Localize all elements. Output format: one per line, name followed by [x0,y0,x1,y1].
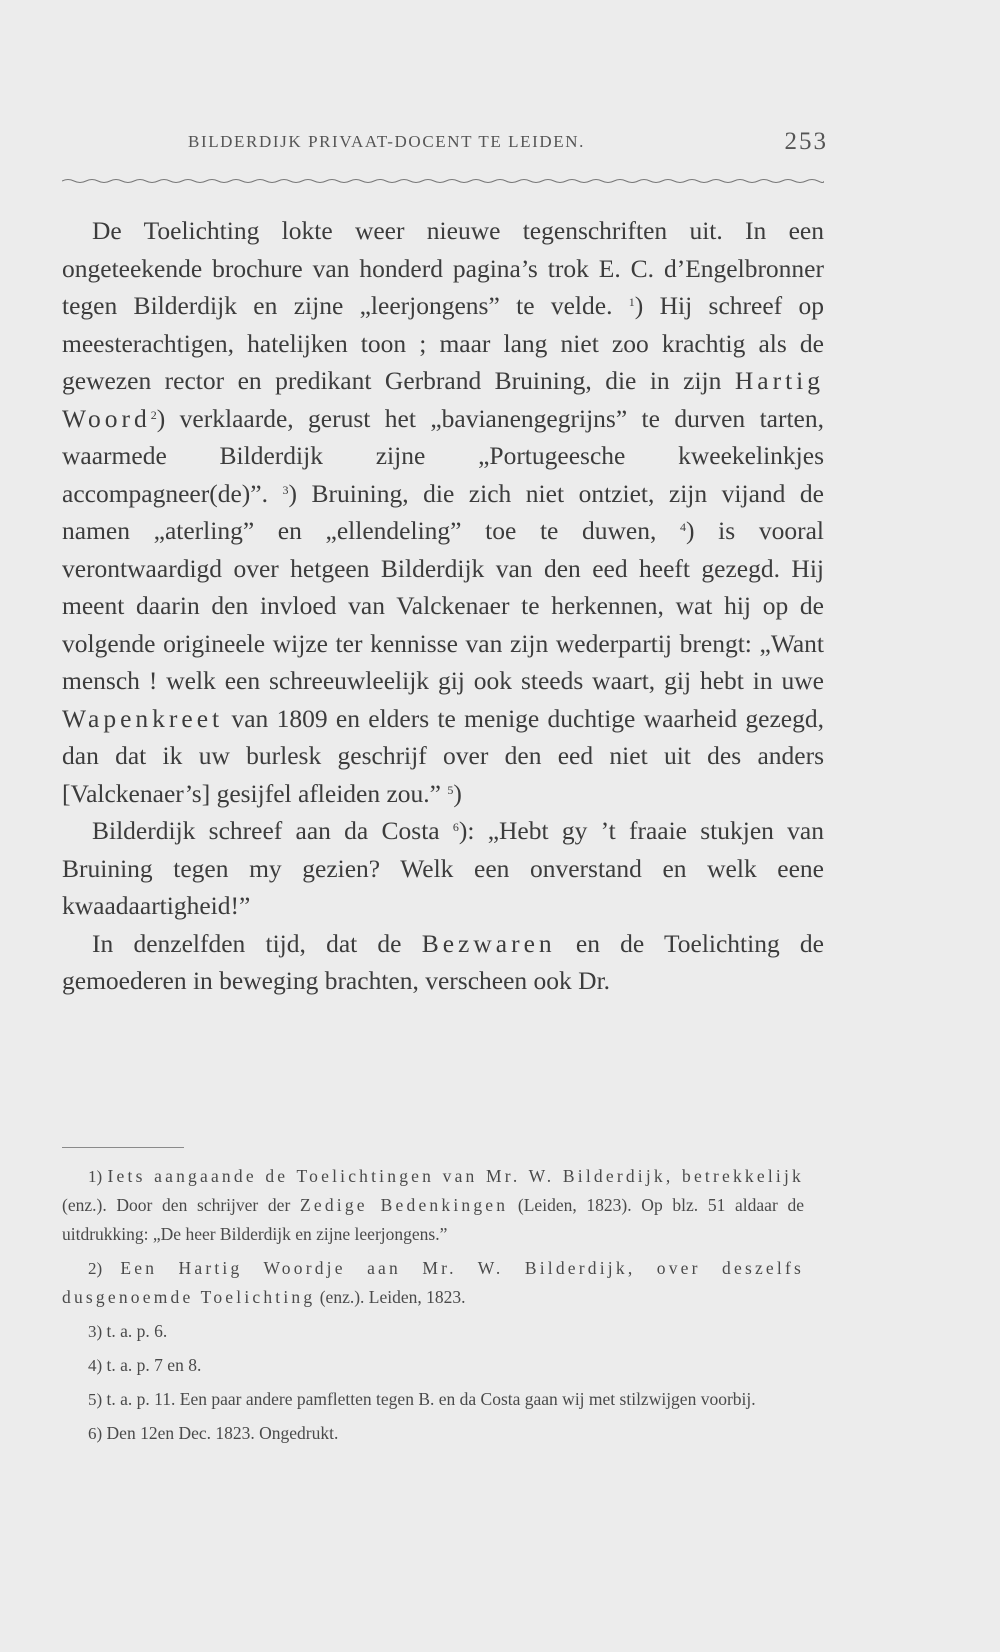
text-run: ) verklaarde, gerust het „bavianengegrijns” te durven tarten, waarmede Bilderdijk zijne „Portugeesche kweekelinkjes accompagneer(de)”. [62,403,824,508]
text-run: t. a. p. 6. [106,1321,168,1341]
text-run: De Toelichting lokte weer nieuwe tegenschriften uit. In een ongeteekende brochure van honderd pagina’s trok E. C. d’Engelbronner tegen Bilderdijk en zijne „leerjongens” te velde. [62,216,824,320]
footnote-ref: 4 [680,520,687,534]
footnote-ref: 6 [452,820,459,834]
paragraph-2 [62,812,824,925]
text-run: In denzelfden tijd, dat de [92,928,422,958]
footnote-ref: 3 [282,482,289,497]
paragraph-3 [62,925,824,1000]
footnotes [62,1162,804,1453]
spaced-title: Zedige Bedenkingen [299,1195,509,1215]
page-number: 253 [784,128,828,155]
footnote-1 [62,1162,804,1249]
text-run: en de Toelichting de gemoederen in beweging brachten, verscheen ook Dr. [62,928,824,995]
running-title: BILDERDIJK PRIVAAT-DOCENT TE LEIDEN. [188,132,585,151]
text-run: Den 12en Dec. 1823. Ongedrukt. [106,1423,339,1443]
footnote-number: 6) [88,1424,103,1443]
footnote-number: 2) [88,1259,103,1278]
footnote-2 [62,1254,804,1312]
text-run: ): „Hebt gy ’t fraaie stukjen van Bruining tegen my gezien? Welk een onverstand en welk eene kwaadaartigheid!” [62,816,824,920]
running-header [188,128,828,155]
footnote-ref: 2 [150,407,157,422]
text-run: ) is vooral verontwaardigd over hetgeen Bilderdijk van den eed heeft gezegd. Hij meent daarin den invloed van Valckenaer te herkennen, wat hij op de volgende origineele wijze ter kennisse van zijn wederpartij brengt: „Want mensch ! welk een schreeuwleelijk gij ook steeds waart, gij hebt in uwe [62,516,824,695]
footnote-ref: 1 [628,295,635,309]
footnote-6 [62,1419,804,1448]
text-run: (enz.). Leiden, 1823. [315,1287,466,1307]
spaced-title: Wapenkreet [62,703,224,733]
text-run: van 1809 en elders te menige duchtige waarheid gezegd, dan dat ik uw burlesk geschrijf over den eed niet uit des anders [Valckenaer’s] gesijfel afleiden zou.” [62,703,824,808]
text-run: t. a. p. 7 en 8. [106,1355,202,1375]
header-rule [62,178,824,184]
text-run: (enz.). Door den schrijver der [62,1195,300,1215]
footnote-number: 3) [88,1322,103,1341]
paragraph-1 [62,212,824,812]
text-run: t. a. p. 11. Een paar andere pamfletten tegen B. en da Costa gaan wij met stilzwijgen voorbij. [106,1389,756,1409]
footnote-number: 4) [88,1356,103,1375]
footnote-number: 5) [88,1390,103,1409]
spaced-title: Hartig Woord [62,366,824,433]
text-run: ) Hij schreef op meesterachtigen, hatelijken toon ; maar lang niet zoo krachtig als de gewezen rector en predikant Gerbrand Bruining, die in zijn [62,291,824,395]
text-run: (Leiden, 1823). Op blz. 51 aldaar de uitdrukking: „De heer Bilderdijk en zijne leerjongens.” [62,1195,804,1244]
footnote-5 [62,1385,804,1414]
footnote-4 [62,1351,804,1380]
footnote-ref: 5 [447,782,454,797]
spaced-title: Bezwaren [421,928,556,958]
footnote-3 [62,1317,804,1346]
spaced-title: Een Hartig Woordje aan Mr. W. Bilderdijk, over deszelfs dusgenoemde Toelichting [62,1258,804,1307]
footnote-number: 1) [88,1167,103,1186]
text-run: Bilderdijk schreef aan da Costa [92,816,453,845]
spaced-title: Iets aangaande de Toelichtingen van Mr. W. Bilderdijk, betrekkelijk [107,1166,804,1186]
main-text [62,212,824,1000]
footnote-separator [62,1147,184,1148]
text-run: ) [453,778,462,808]
text-run: ) Bruining, die zich niet ontziet, zijn vijand de namen „aterling” en „ellendeling” toe te duwen, [62,478,824,545]
